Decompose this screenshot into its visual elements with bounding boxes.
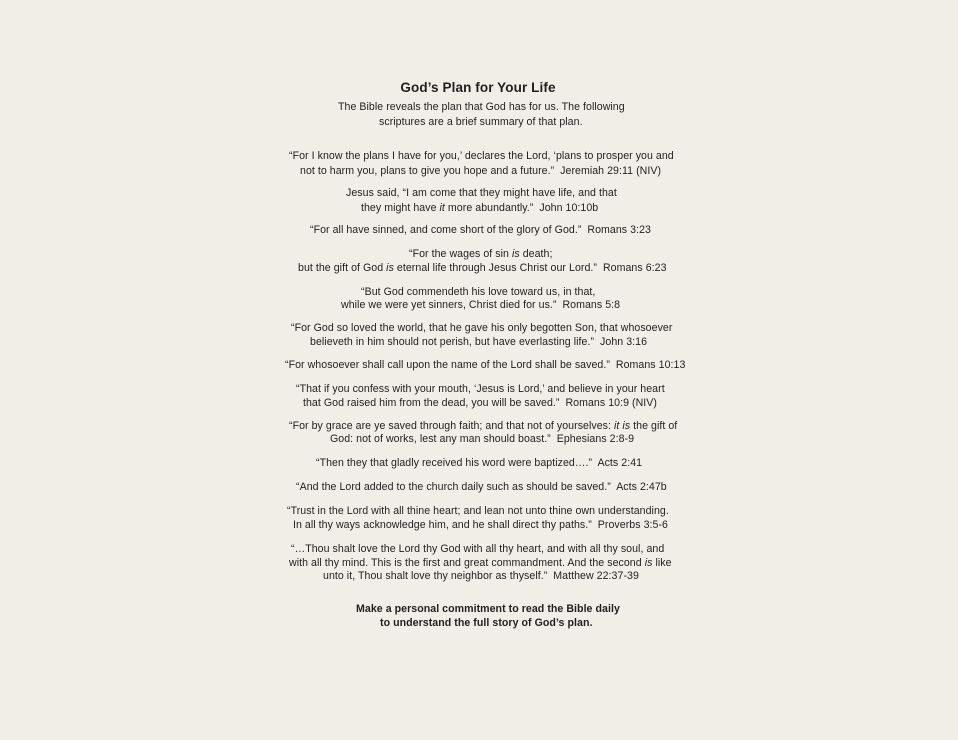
verse-romans3-line-1: “For all have sinned, and come short of the glory of God.” Romans 3:23: [310, 224, 651, 236]
verse-john10-line-1: Jesus said, “I am come that they might have life, and that: [346, 187, 617, 199]
verse-romans6-line-1: “For the wages of sin is death;: [409, 248, 553, 260]
verse-proverbs-line-1: “Trust in the Lord with all thine heart; and lean not unto thine own understanding.: [287, 505, 669, 517]
verse-romans6-line-2: but the gift of God is eternal life through Jesus Christ our Lord.” Romans 6:23: [298, 262, 667, 274]
verse-john3-line-2: believeth in him should not perish, but have everlasting life.” John 3:16: [310, 336, 648, 348]
intro-line-1: The Bible reveals the plan that God has for us. The following: [338, 101, 625, 113]
verse-ephesians-line-1: “For by grace are ye saved through faith; and that not of yourselves: it is the gift of: [289, 420, 678, 432]
verse-matthew-line-3: unto it, Thou shalt love thy neighbor as thyself.” Matthew 22:37-39: [323, 570, 639, 582]
verse-john3-line-1: “For God so loved the world, that he gave his only begotten Son, that whosoever: [291, 322, 673, 334]
verse-ephesians-line-2: God: not of works, lest any man should boast.” Ephesians 2:8-9: [330, 433, 635, 445]
verse-acts2-47-line-1: “And the Lord added to the church daily such as should be saved.” Acts 2:47b: [296, 481, 667, 493]
verse-romans5-line-2: while we were yet sinners, Christ died for us.” Romans 5:8: [341, 299, 621, 311]
page-title: God’s Plan for Your Life: [400, 80, 556, 95]
verse-romans10-9-line-1: “That if you confess with your mouth, ‘Jesus is Lord,’ and believe in your heart: [296, 383, 665, 395]
verse-jeremiah-line-1: “For I know the plans I have for you,’ declares the Lord, ‘plans to prosper you and: [289, 150, 674, 162]
verse-matthew-line-2: with all thy mind. This is the first and great commandment. And the second is like: [289, 557, 672, 569]
verse-proverbs-line-2: In all thy ways acknowledge him, and he shall direct thy paths.” Proverbs 3:5-6: [293, 519, 668, 531]
verse-matthew-line-1: “…Thou shalt love the Lord thy God with all thy heart, and with all thy soul, and: [291, 543, 665, 555]
intro-line-2: scriptures are a brief summary of that plan.: [379, 116, 583, 128]
verse-jeremiah-line-2: not to harm you, plans to give you hope and a future.” Jeremiah 29:11 (NIV): [300, 165, 662, 177]
verse-romans10-9-line-2: that God raised him from the dead, you will be saved.” Romans 10:9 (NIV): [303, 397, 657, 409]
verse-acts2-41-line-1: “Then they that gladly received his word were baptized….” Acts 2:41: [316, 457, 643, 469]
closing-line-1: Make a personal commitment to read the Bible daily: [356, 603, 620, 615]
verse-romans10-13-line-1: “For whosoever shall call upon the name of the Lord shall be saved.” Romans 10:13: [285, 359, 686, 371]
verse-romans5-line-1: “But God commendeth his love toward us, in that,: [361, 286, 596, 298]
closing-line-2: to understand the full story of God’s plan.: [380, 617, 593, 629]
verse-john10-line-2: they might have it more abundantly.” John 10:10b: [361, 202, 599, 214]
